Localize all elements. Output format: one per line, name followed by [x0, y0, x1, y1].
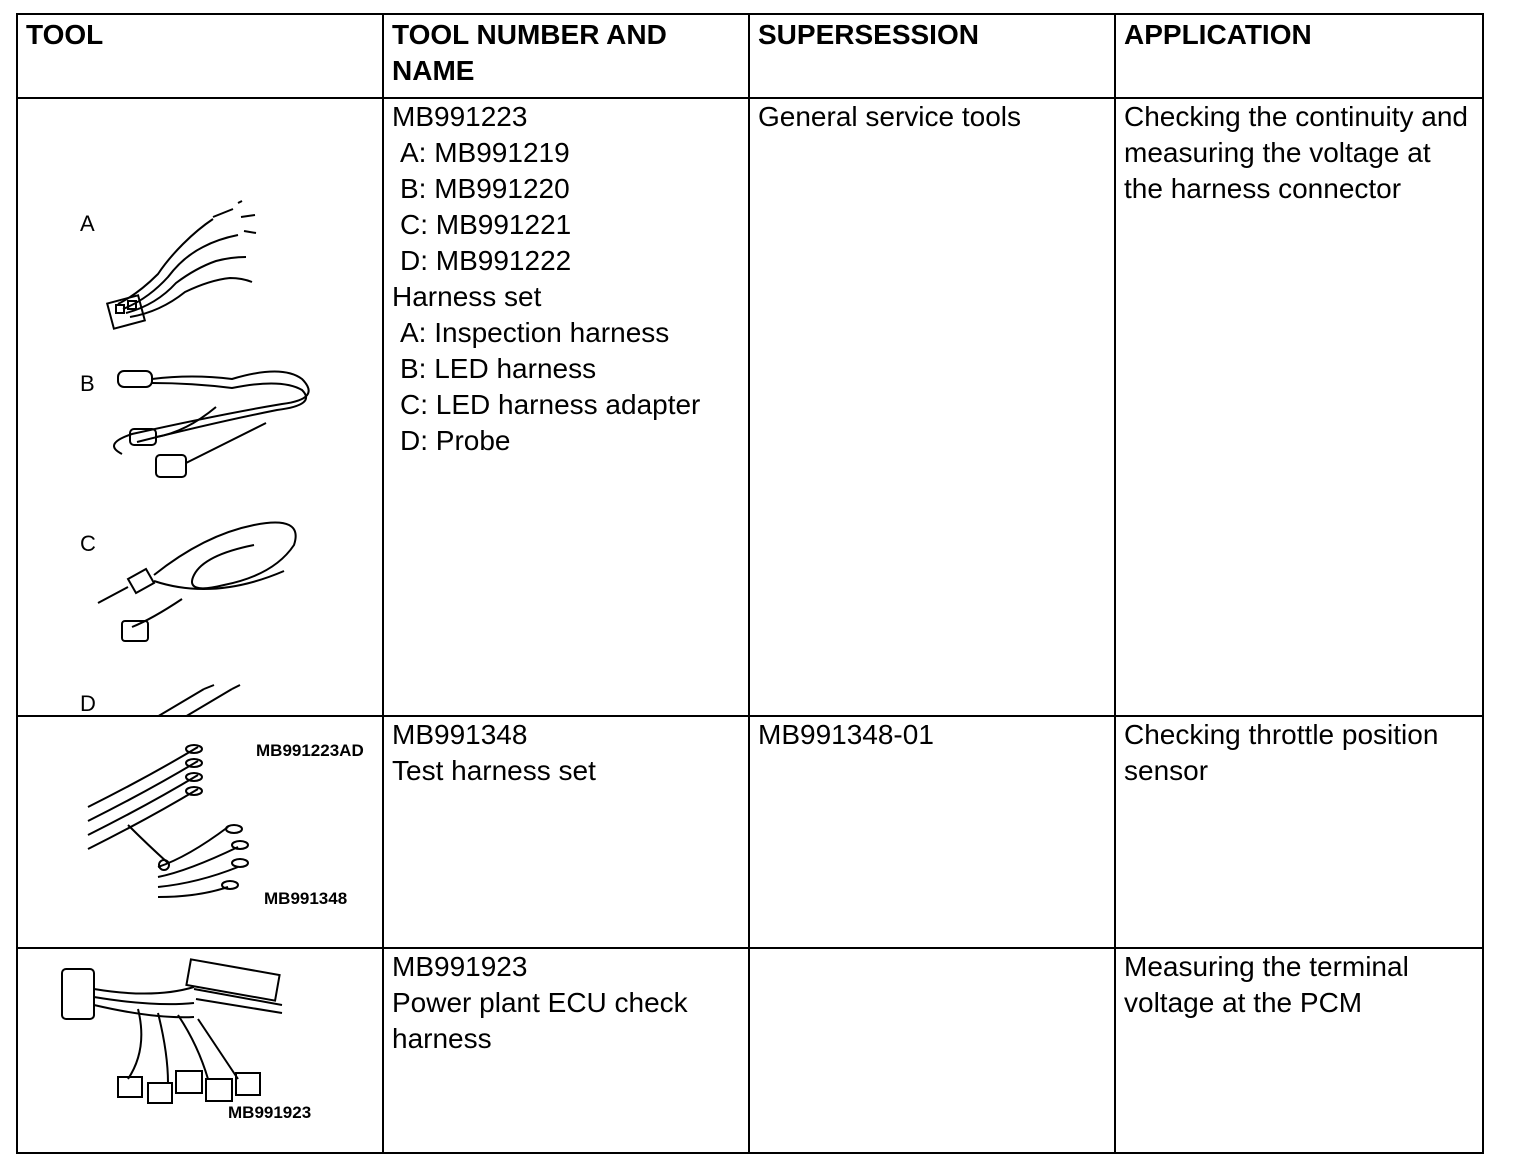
- figure-letter-a: A: [80, 211, 95, 236]
- header-tool-number-and-name: TOOL NUMBER AND NAME: [383, 14, 749, 98]
- tool-figure-cell: [17, 948, 383, 1153]
- sub-tool-name-a: A: Inspection harness: [400, 317, 670, 348]
- probe-icon: [140, 685, 240, 717]
- tool-figure-cell: [17, 98, 383, 760]
- supersession-cell: General service tools: [749, 98, 1115, 716]
- ecu-check-harness-illustration: [18, 949, 382, 1152]
- figure-letter-d: D: [80, 691, 96, 716]
- application-cell: [1115, 716, 1483, 948]
- header-supersession: SUPERSESSION: [749, 14, 1115, 98]
- test-harness-set-illustration: [18, 717, 382, 947]
- sub-tool-name-d: D: Probe: [400, 425, 511, 456]
- figure-code: MB991223AD: [256, 741, 364, 760]
- tool-name: Test harness set: [392, 755, 596, 786]
- application-cell: [1115, 948, 1483, 1153]
- sub-tool-number-c: C: MB991221: [400, 209, 572, 240]
- inspection-harness-icon: [107, 201, 256, 329]
- application-cell: [1115, 98, 1483, 716]
- figure-code: MB991348: [264, 889, 348, 908]
- tool-name: Harness set: [392, 281, 542, 312]
- tool-number-cell: [383, 98, 749, 716]
- tool-number: MB991923: [392, 951, 528, 982]
- table-row: [17, 716, 1483, 948]
- application-text: Checking the continuity and measuring the voltage at the harness connector: [1124, 101, 1468, 204]
- led-harness-icon: [114, 371, 309, 477]
- led-harness-adapter-icon: [98, 523, 296, 642]
- table-row: [17, 948, 1483, 1153]
- header-tool: TOOL: [17, 14, 383, 98]
- application-text: Measuring the terminal voltage at the PCM: [1124, 951, 1409, 1018]
- sub-tool-number-d: D: MB991222: [400, 245, 572, 276]
- figure-letter-c: C: [80, 531, 96, 556]
- sub-tool-name-c: C: LED harness adapter: [400, 389, 701, 420]
- figure-letter-b: B: [80, 371, 95, 396]
- supersession-cell: MB991348-01: [749, 716, 1115, 948]
- tool-number: MB991348: [392, 719, 528, 750]
- application-text: Checking throttle position sensor: [1124, 719, 1439, 786]
- header-row: [17, 14, 1483, 98]
- figure-code: MB991923: [228, 1103, 312, 1122]
- special-tools-table: [16, 13, 1484, 1154]
- sub-tool-number-b: B: MB991220: [400, 173, 570, 204]
- tool-name: Power plant ECU check harness: [392, 987, 688, 1054]
- supersession-cell: [749, 948, 1115, 1153]
- table-row: [17, 98, 1483, 716]
- sub-tool-number-a: A: MB991219: [400, 137, 570, 168]
- sub-tool-name-b: B: LED harness: [400, 353, 597, 384]
- ecu-check-harness-icon: [62, 959, 282, 1103]
- tool-number-cell: [383, 948, 749, 1153]
- tool-figure-cell: [17, 716, 383, 948]
- harness-set-illustration: [18, 99, 382, 760]
- header-application: APPLICATION: [1115, 14, 1483, 98]
- tool-number: MB991223: [392, 101, 528, 132]
- test-harness-set-icon: [88, 745, 248, 897]
- tool-number-cell: [383, 716, 749, 948]
